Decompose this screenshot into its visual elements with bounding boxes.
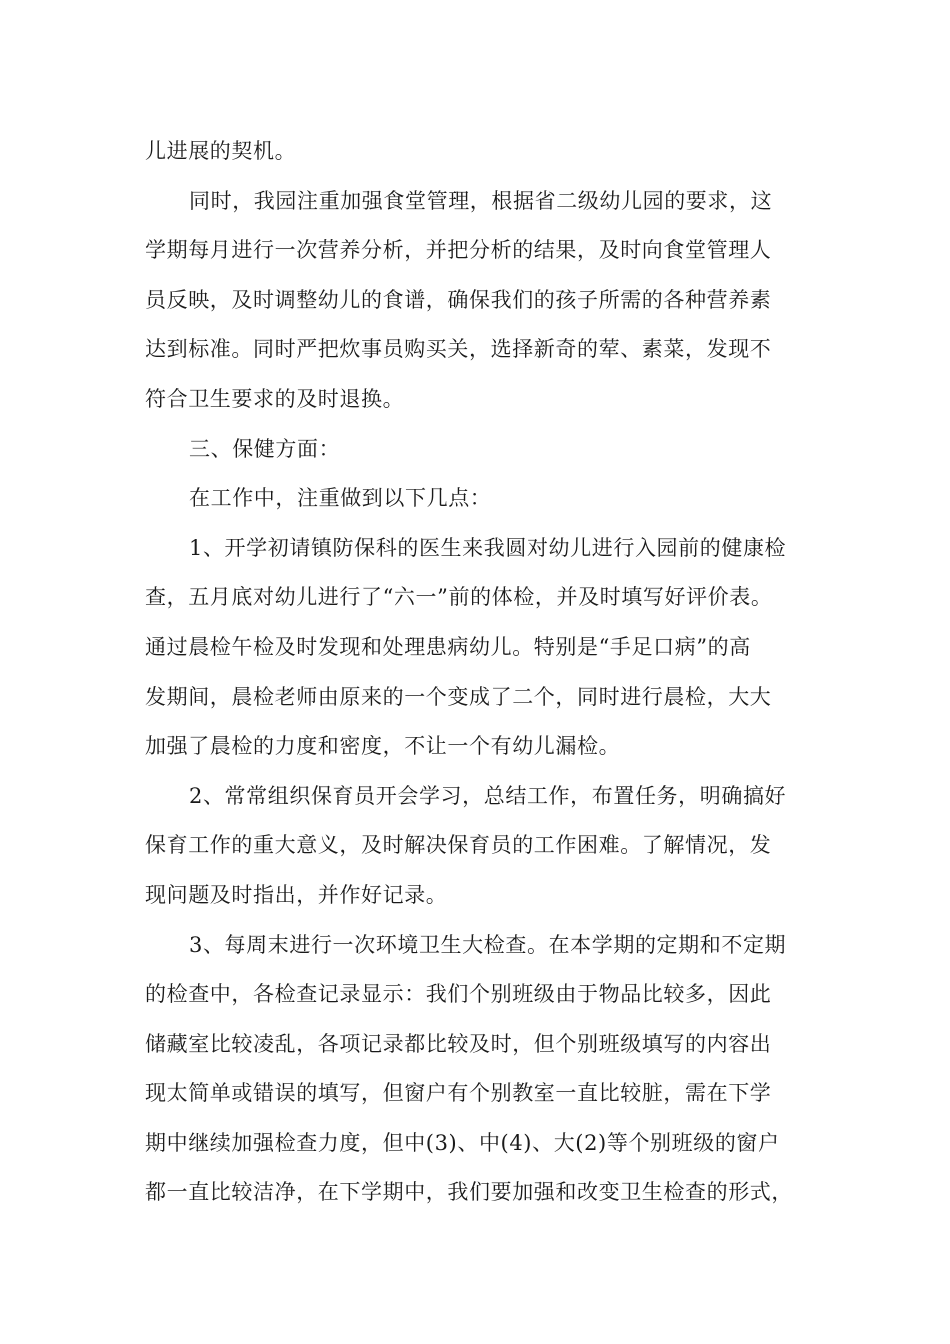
text-line: 的检查中，各检查记录显示：我们个别班级由于物品比较多，因此 (145, 982, 772, 1007)
text-line: 发期间，晨检老师由原来的一个变成了二个，同时进行晨检，大大 (145, 684, 772, 709)
text-line: 达到标准。同时严把炊事员购买关，选择新奇的荤、素菜，发现不 (145, 337, 772, 362)
text-line: 儿进展的契机。 (145, 139, 297, 163)
text-line: 同时，我园注重加强食堂管理，根据省二级幼儿园的要求，这 (189, 188, 773, 213)
text-line: 员反映，及时调整幼儿的食谱，确保我们的孩子所需的各种营养素 (145, 287, 772, 312)
text-line: 在工作中，注重做到以下几点： (189, 486, 492, 511)
text-line: 查，五月底对幼儿进行了“六一”前的体检，并及时填写好评价表。 (145, 585, 773, 610)
text-line: 符合卫生要求的及时退换。 (145, 386, 405, 411)
text-line: 2、常常组织保育员开会学习，总结工作，布置任务，明确搞好 (189, 783, 787, 808)
text-line: 都一直比较洁净，在下学期中，我们要加强和改变卫生检查的形式， (145, 1180, 793, 1205)
text-line: 通过晨检午检及时发现和处理患病幼儿。特别是“手足口病”的高 (145, 634, 751, 659)
document-body (145, 127, 825, 1218)
text-line: 现问题及时指出，并作好记录。 (145, 882, 448, 907)
text-line: 加强了晨检的力度和密度，不让一个有幼儿漏检。 (145, 734, 621, 759)
text-line: 储藏室比较凌乱，各项记录都比较及时，但个别班级填写的内容出 (145, 1031, 772, 1056)
text-line: 学期每月进行一次营养分析，并把分析的结果，及时向食堂管理人 (145, 238, 772, 263)
text-line: 现太简单或错误的填写，但窗户有个别教室一直比较脏，需在下学 (145, 1081, 772, 1106)
text-line: 保育工作的重大意义，及时解决保育员的工作困难。了解情况，发 (145, 833, 772, 858)
text-line: 3、每周末进行一次环境卫生大检查。在本学期的定期和不定期 (189, 932, 787, 957)
text-line: 期中继续加强检查力度，但中(3)、中(4)、大(2)等个别班级的窗户 (145, 1130, 780, 1155)
text-line: 1、开学初请镇防保科的医生来我圆对幼儿进行入园前的健康检 (189, 535, 787, 560)
text-line: 三、保健方面： (189, 436, 341, 461)
